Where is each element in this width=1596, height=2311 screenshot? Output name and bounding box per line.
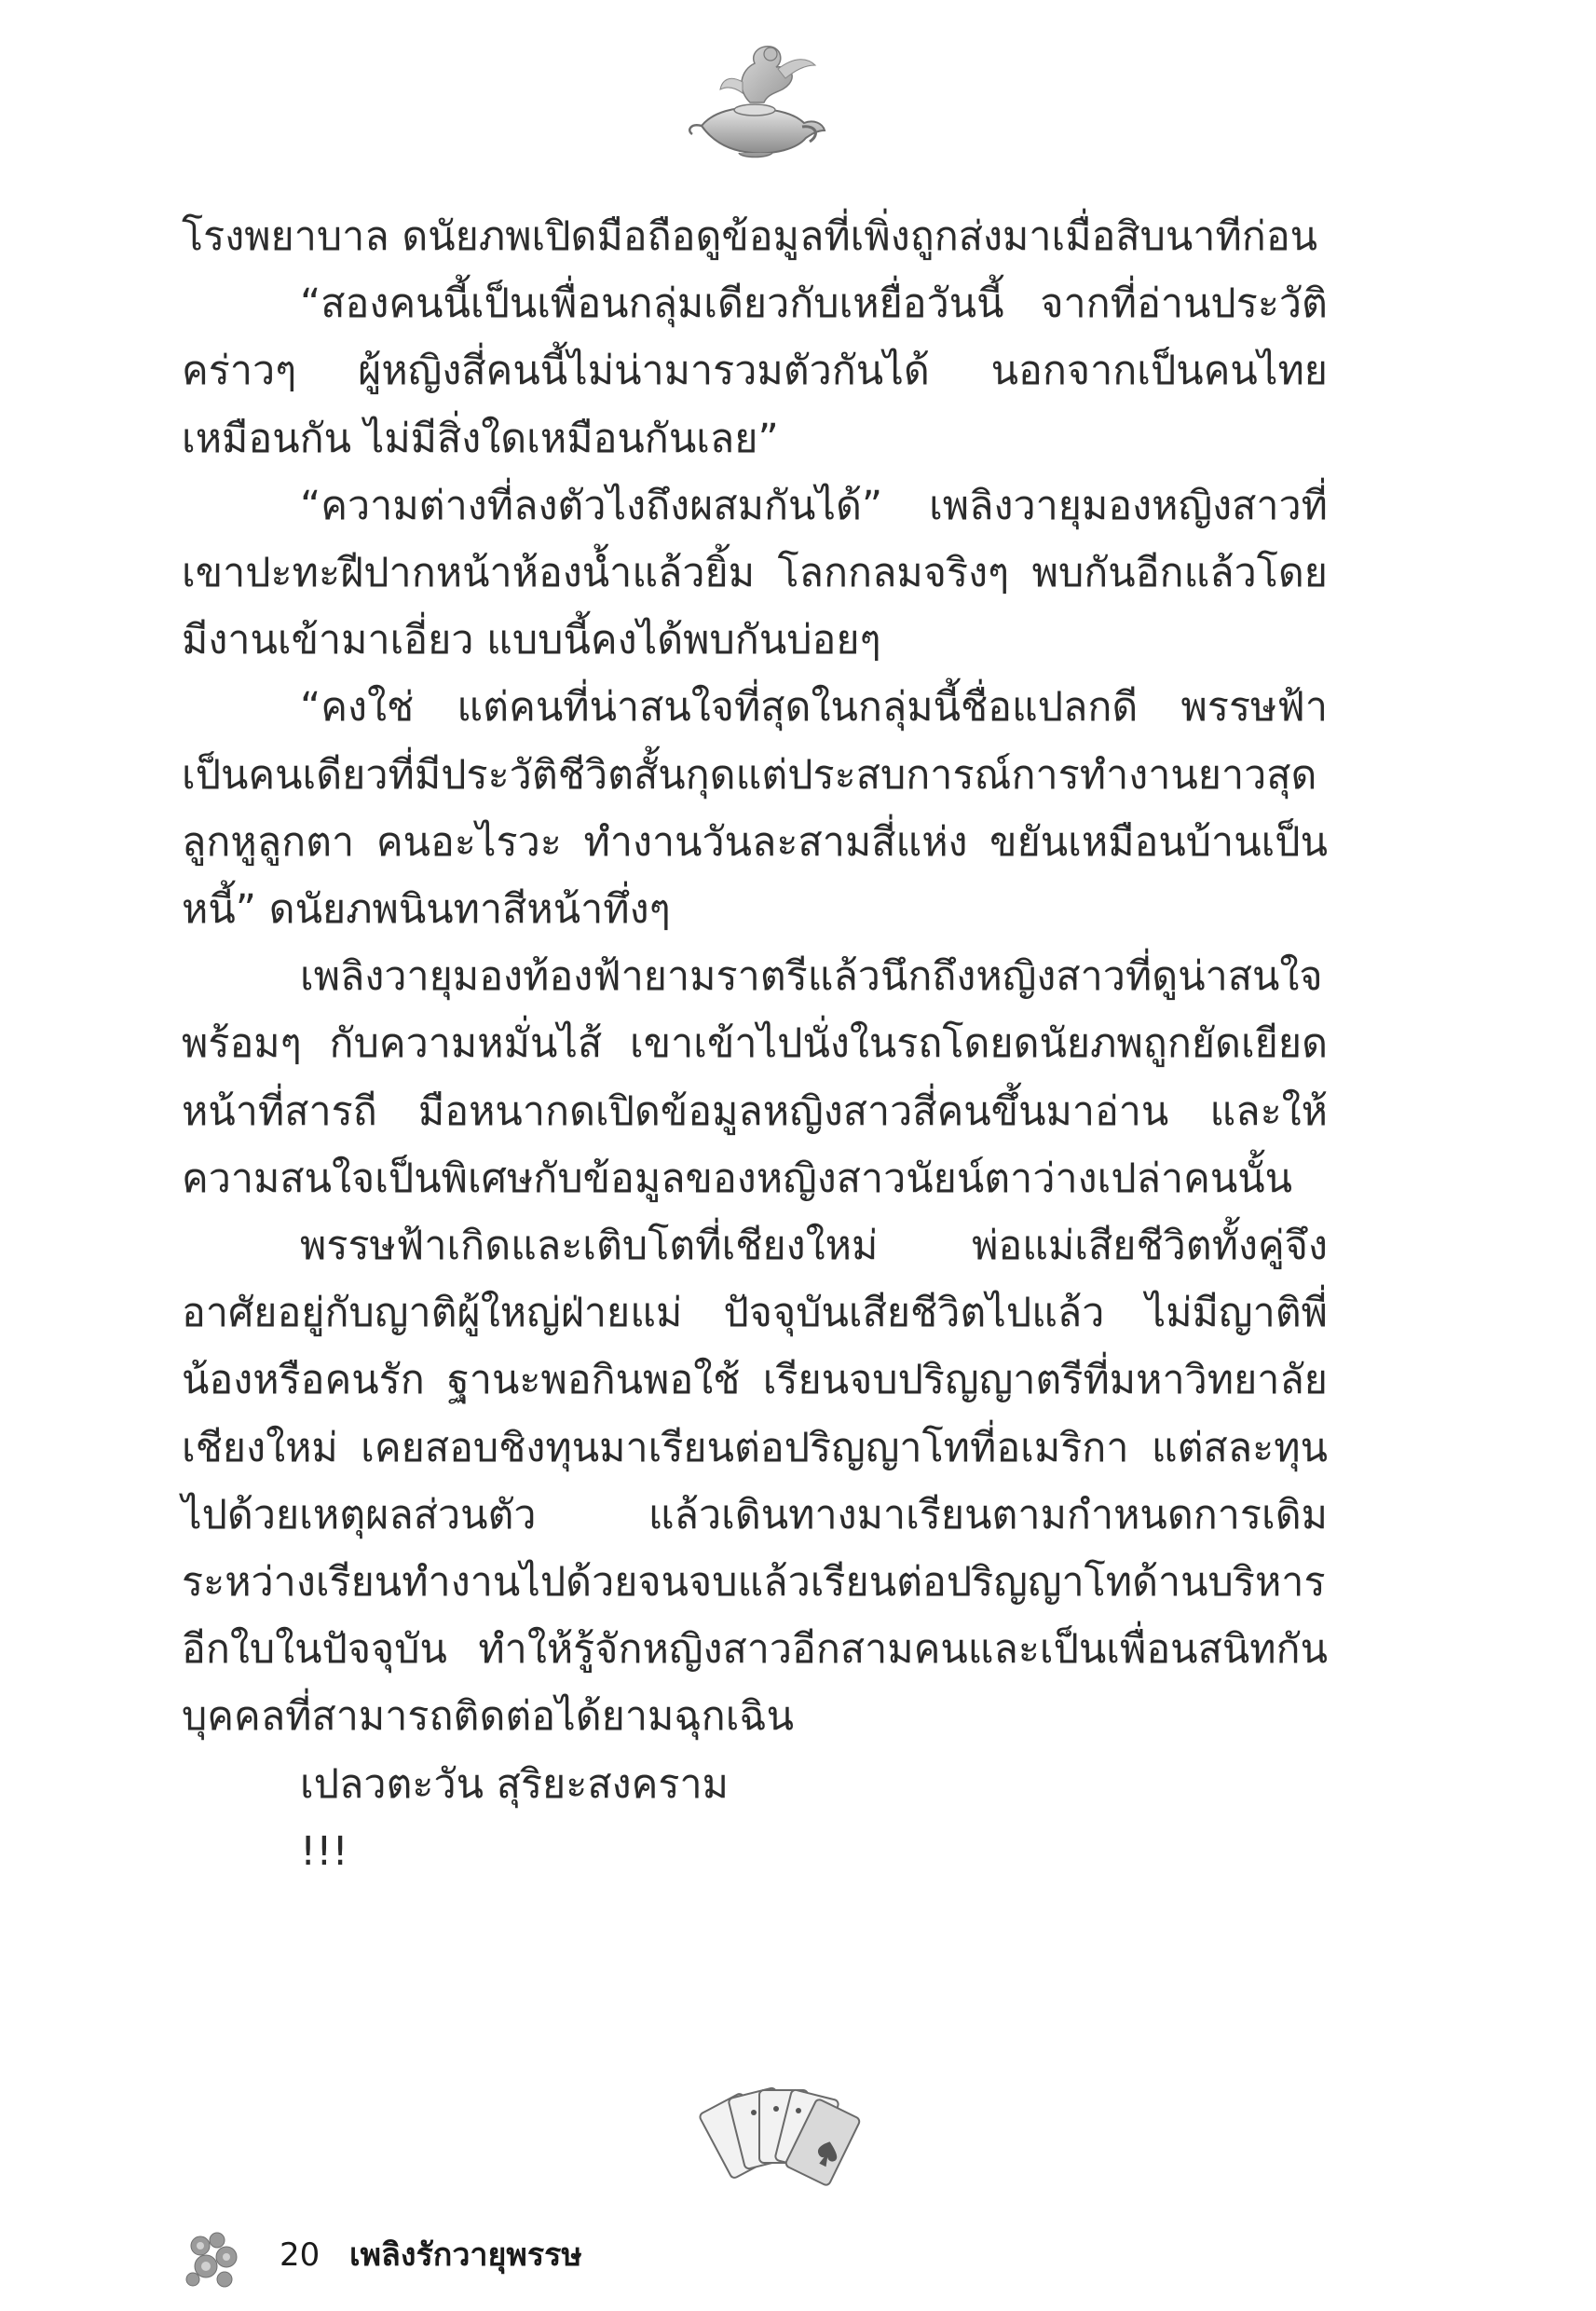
genie-lamp-icon (685, 37, 829, 163)
paragraph-4: “คงใช่ แต่คนที่น่าสนใจที่สุดในกลุ่มนี้ชื่อแปลกดี พรรษฟ้า เป็นคนเดียวที่มีประวัติชีวิตสั้นกุดแต่ประสบการณ์การทำงานยาวสุดลูกหูลูกตา คนอะไรวะ ทำงานวันละสามสี่แห่ง ขยันเหมือนบ้านเป็นหนี้” ดนัยภพนินทาสีหน้าทึ่งๆ (182, 684, 1328, 934)
paragraph-8: !!! (300, 1827, 348, 1875)
flower-icon (180, 2227, 245, 2292)
page-number: 20 (280, 2236, 321, 2274)
paragraph-5: เพลิงวายุมองท้องฟ้ายามราตรีแล้วนึกถึงหญิงสาวที่ดูน่าสนใจพร้อมๆ กับความหมั่นไส้ เขาเข้าไปนั่งในรถโดยดนัยภพถูกยัดเยียดหน้าที่สารถี มือหนากดเปิดข้อมูลหญิงสาวสี่คนขึ้นมาอ่าน และให้ความสนใจเป็นพิเศษกับข้อมูลของหญิงสาวนัยน์ตาว่างเปล่าคนนั้น (182, 953, 1328, 1202)
paragraph-3: “ความต่างที่ลงตัวไงถึงผสมกันได้” เพลิงวายุมองหญิงสาวที่เขาปะทะฝีปากหน้าห้องน้ำแล้วยิ้ม โลกกลมจริงๆ พบกันอีกแล้วโดยมีงานเข้ามาเอี่ยว แบบนี้คงได้พบกันบ่อยๆ (182, 482, 1328, 664)
paragraph-1: โรงพยาบาล ดนัยภพเปิดมือถือดูข้อมูลที่เพิ่งถูกส่งมาเมื่อสิบนาทีก่อน (182, 213, 1318, 260)
body-text (182, 203, 1328, 1885)
playing-cards-icon (694, 2083, 866, 2204)
paragraph-2: “สองคนนี้เป็นเพื่อนกลุ่มเดียวกับเหยื่อวันนี้ จากที่อ่านประวัติคร่าวๆ ผู้หญิงสี่คนนี้ไม่น่ามารวมตัวกันได้ นอกจากเป็นคนไทยเหมือนกัน ไม่มีสิ่งใดเหมือนกันเลย” (182, 280, 1328, 462)
book-title: เพลิงรักวายุพรรษ (349, 2236, 582, 2274)
paragraph-7: เปลวตะวัน สุริยะสงคราม (300, 1760, 729, 1808)
paragraph-6: พรรษฟ้าเกิดและเติบโตที่เชียงใหม่ พ่อแม่เสียชีวิตทั้งคู่จึงอาศัยอยู่กับญาติผู้ใหญ่ฝ่ายแม่ ปัจจุบันเสียชีวิตไปแล้ว ไม่มีญาติพี่น้องหรือคนรัก ฐานะพอกินพอใช้ เรียนจบปริญญาตรีที่มหาวิทยาลัยเชียงใหม่ เคยสอบชิงทุนมาเรียนต่อปริญญาโทที่อเมริกา แต่สละทุนไปด้วยเหตุผลส่วนตัว แล้วเดินทางมาเรียนตามกำหนดการเดิม ระหว่างเรียนทำงานไปด้วยจนจบแล้วเรียนต่อปริญญาโทด้านบริหารอีกใบในปัจจุบัน ทำให้รู้จักหญิงสาวอีกสามคนและเป็นเพื่อนสนิทกัน บุคคลที่สามารถติดต่อได้ยามฉุกเฉิน (182, 1223, 1328, 1741)
